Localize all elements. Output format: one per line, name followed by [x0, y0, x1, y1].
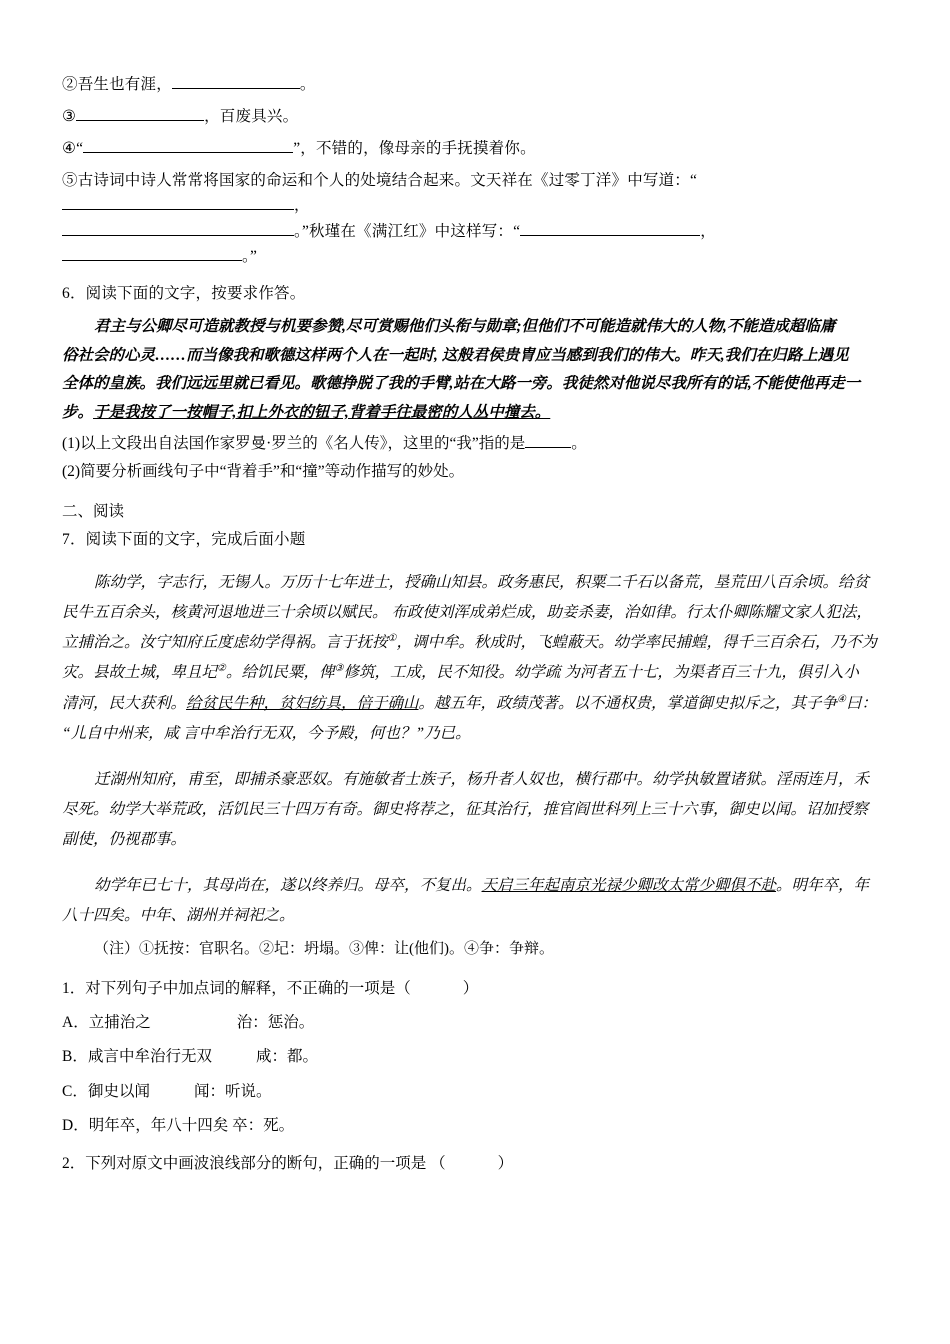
passage-text: ，调中牟。秋成时，飞蝗蔽天。幼学率民捕蝗，得千三百余石，乃不为 [396, 634, 877, 652]
question-1-tail: ） [462, 979, 479, 997]
option-a[interactable] [62, 1011, 888, 1035]
fill-in-item-2 [62, 72, 888, 97]
item-5-part2: ， [294, 197, 310, 215]
item-5-part1: 古诗词中诗人常常将国家的命运和个人的处境结合起来。文天祥在《过零丁洋》中写道：“ [77, 172, 698, 190]
option-b-gloss: 咸：都。 [256, 1048, 319, 1066]
passage-text: 迁湖州知府，甫至，即捕杀豪恶奴。有施敏者士族子，杨升者人奴也，横行郡中。幼学执敏置诸狱。淫雨连月，禾 [94, 770, 870, 788]
passage-text: 陈幼学，字志行，无锡人。万历十七年进士，授确山知县。政务惠民，积粟二千石以备荒，垦荒田八百余顷。给贫 [94, 573, 870, 591]
item-3-tail: ，百废具兴。 [204, 108, 299, 126]
question-2-tail: ） [497, 1154, 514, 1172]
question-6-stem [62, 281, 888, 306]
passage-text: 。明年卒，年 [776, 876, 870, 894]
blank-line [172, 88, 300, 89]
passage-text: 曰： [846, 694, 878, 712]
item-5-prefix: ⑤ [62, 172, 78, 190]
blank-line [62, 209, 294, 210]
option-c-label: C． [62, 1082, 88, 1100]
question-2-number: 2． [62, 1154, 86, 1172]
quoted-passage-line [62, 399, 888, 428]
item-5-part4: ， [700, 222, 716, 240]
passage-text: 俗社会的心灵……而当像我和歌德这样两个人在一起时, 这般君侯贵胄应当感到我们的伟大。昨天,我们在归路上遇见 [62, 346, 849, 364]
question-1-stem [62, 977, 888, 1002]
blank-line [525, 447, 571, 448]
footnote-marker-4: ④ [837, 693, 847, 705]
quoted-passage-line [62, 342, 888, 371]
passage-text: 幼学年已七十，其母尚在，遂以终养归。母卒，不复出。 [94, 876, 482, 894]
option-c-gloss: 闻：听说。 [194, 1082, 272, 1100]
option-d[interactable] [62, 1114, 888, 1138]
item-2-text: 吾生也有涯， [77, 76, 172, 93]
option-a-text: 立捕治之 [88, 1014, 151, 1032]
passage-text: 步。 [62, 403, 94, 421]
blank-line [83, 152, 293, 153]
passage-text: 君主与公卿尽可造就教授与机要参赞,尽可赏赐他们头衔与勋章;但他们不可能造就伟大的人物,不能造成超临庸 [94, 317, 836, 335]
question-2-text: 下列对原文中画波浪线部分的断句，正确的一项是 （ [85, 1154, 446, 1172]
footnote-marker-1: ① [387, 633, 397, 645]
option-a-gloss: 治：惩治。 [236, 1014, 315, 1032]
passage-underlined-text: 于是我按了一按帽子,扣上外衣的钮子,背着手往最密的人丛中撞去。 [93, 403, 551, 421]
question-6-number: 6． [62, 284, 86, 302]
question-7-text: 阅读下面的文字，完成后面小题 [85, 531, 306, 549]
passage-text: 民牛五百余头，核黄河退地进三十余顷以赋民。 布政使刘浑成弟烂成，助妾杀妻，治如律。行太仆卿陈耀文家人犯法， [62, 603, 872, 621]
option-b[interactable] [62, 1045, 888, 1069]
footnote-marker-3: ③ [334, 663, 344, 675]
footnotes: （注）①抚按：官职名。②圮：坍塌。③俾：让(他们)。④争：争辩。 [94, 941, 554, 958]
option-d-text: 明年卒，年八十四矣 卒：死。 [88, 1116, 295, 1134]
passage-text: 副使，仍视郡事。 [62, 831, 187, 849]
passage-text: 全体的皇族。我们远远里就已看见。歌德挣脱了我的手臂,站在大路一旁。我徒然对他说尽我所有的话,不能使他再走一 [62, 375, 861, 393]
question-6-sub-1 [62, 432, 888, 457]
sub-question-tail: 。 [571, 434, 587, 452]
passage-underlined-text: 给贫民牛种，贫妇纺具，倍于确山 [186, 694, 419, 712]
item-4-prefix: ④ [62, 140, 77, 158]
option-c-text: 御史以闻 [88, 1082, 151, 1100]
option-b-text: 咸言中牟治行无双 [88, 1048, 213, 1066]
option-b-label: B． [62, 1048, 88, 1066]
passage-text: 。越五年，政绩茂著。以不通权贵，掌道御史拟斥之，其子争 [418, 694, 838, 712]
question-6-sub-2 [62, 460, 888, 485]
option-d-label: D． [62, 1116, 89, 1134]
blank-line [76, 120, 204, 121]
blank-line [520, 235, 700, 236]
passage-text: 清河，民大获利。 [62, 694, 187, 712]
question-1-text: 对下列句子中加点词的解释，不正确的一项是（ [85, 979, 411, 997]
item-3-prefix: ③ [62, 108, 77, 126]
section-heading-reading: 二、阅读 [62, 503, 125, 521]
passage-text: 尽死。幼学大举荒政，活饥民三十四万有奇。御史将荐之，征其治行，推官阎世科列上三十六事，御史以闻。诏加授察 [62, 800, 869, 818]
question-1-number: 1． [62, 979, 86, 997]
passage-text: “儿自中州来，咸 言中牟治行无双，今予殿，何也？”乃已。 [62, 724, 471, 742]
passage-underlined-text: 天启三年起南京光禄少卿改太常少卿俱不赴 [481, 876, 777, 894]
passage-paragraph-2 [62, 765, 888, 856]
question-7-stem [62, 527, 888, 552]
quoted-passage-line [62, 313, 888, 342]
blank-line [62, 235, 294, 236]
fill-in-item-5 [62, 168, 888, 268]
footnote-marker-2: ② [217, 663, 226, 675]
passage-paragraph-3 [62, 871, 888, 931]
question-6-text: 阅读下面的文字，按要求作答。 [85, 284, 306, 302]
item-4-tail: ”，不错的，像母亲的手抚摸着你。 [293, 140, 536, 158]
item-2-tail: 。 [299, 76, 316, 93]
passage-text: 八十四矣。中年、湖州并祠祀之。 [62, 906, 295, 924]
item-5-part3: 。”秋瑾在《满江红》中这样写：“ [294, 222, 521, 240]
passage-text: 灾。县故土城，卑且圮 [62, 664, 218, 682]
fill-in-item-3 [62, 104, 888, 129]
fill-in-item-4 [62, 136, 888, 161]
option-a-label: A． [62, 1014, 89, 1032]
item-4-open-quote: “ [76, 140, 84, 158]
passage-text: 修筑，工成，民不知役。幼学疏 为河者五十七，为渠者百三十九，俱引入小 [343, 664, 859, 682]
passage-text: 。给饥民粟，俾 [225, 664, 335, 682]
blank-line [62, 260, 242, 261]
question-7-number: 7． [62, 531, 86, 549]
sub-question-text: (1)以上文段出自法国作家罗曼·罗兰的《名人传》，这里的“我”指的是 [62, 434, 526, 452]
classical-passage [62, 568, 888, 931]
sub-question-text: (2)简要分析画线句子中“背着手”和“撞”等动作描写的妙处。 [62, 463, 465, 481]
question-2-stem [62, 1152, 888, 1177]
passage-paragraph-1 [62, 568, 888, 749]
item-5-part5: 。” [242, 247, 258, 265]
option-c[interactable] [62, 1080, 888, 1104]
quoted-passage-line [62, 370, 888, 399]
item-2-prefix: ② [62, 76, 78, 93]
passage-text: 立捕治之。汝宁知府丘度虑幼学得祸。言于抚按 [62, 634, 388, 652]
